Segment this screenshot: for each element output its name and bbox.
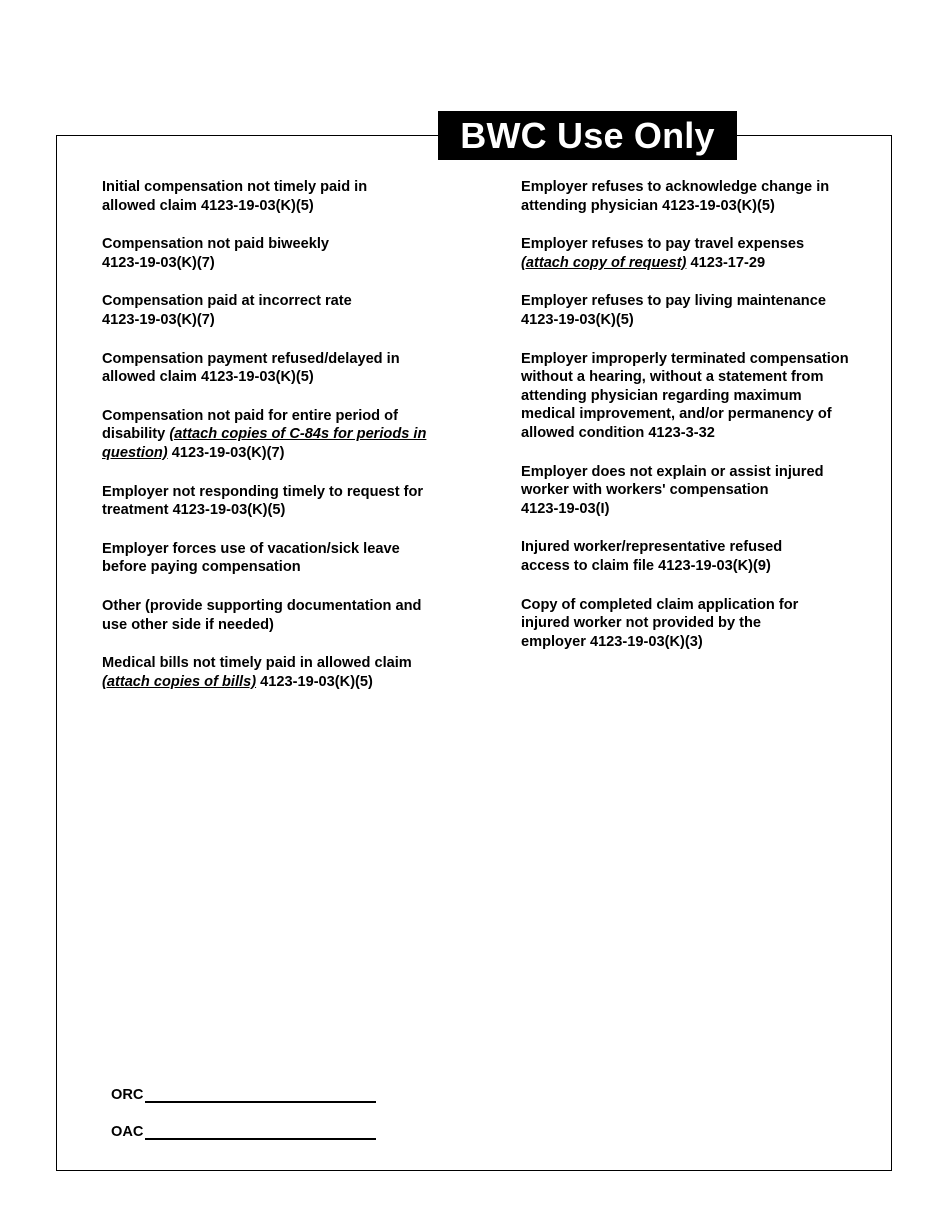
list-item: Employer does not explain or assist injured worker with workers' compensation 4123-19-03(I) [521, 463, 824, 517]
list-item: Copy of completed claim application for injured worker not provided by the employer 4123-19-03(K)(3) [521, 596, 799, 650]
list-item: Employer improperly terminated compensation without a hearing, without a statement from attending physician regarding maximum medical improvement, and/or permanency of allowed condition 4123-3-32 [521, 350, 849, 441]
list-item: Other (provide supporting documentation and use other side if needed) [102, 597, 422, 633]
right-column [521, 178, 866, 671]
oac-label: OAC [111, 1124, 144, 1140]
list-item: Medical bills not timely paid in allowed claim (attach copies of bills) 4123-19-03(K)(5) [102, 655, 412, 690]
list-item: Employer refuses to pay travel expenses (attach copy of request) 4123-17-29 [521, 236, 805, 271]
oac-field [111, 1124, 376, 1140]
orc-label: ORC [111, 1087, 144, 1103]
list-item: Employer refuses to acknowledge change in attending physician 4123-19-03(K)(5) [521, 179, 830, 214]
orc-field [111, 1087, 376, 1103]
list-item: Injured worker/representative refused access to claim file 4123-19-03(K)(9) [521, 539, 783, 574]
list-item: Employer forces use of vacation/sick leave before paying compensation [102, 540, 400, 576]
oac-input-line[interactable] [145, 1124, 376, 1140]
list-item: Initial compensation not timely paid in allowed claim 4123-19-03(K)(5) [102, 179, 368, 214]
list-item: Compensation not paid biweekly 4123-19-03(K)(7) [102, 236, 330, 271]
orc-input-line[interactable] [145, 1087, 376, 1103]
left-column [102, 178, 447, 711]
list-item: Compensation not paid for entire period of disability (attach copies of C-84s for periods in question) 4123-19-03(K)(7) [102, 407, 427, 461]
list-item: Employer not responding timely to request for treatment 4123-19-03(K)(5) [102, 483, 424, 519]
list-item: Compensation paid at incorrect rate 4123-19-03(K)(7) [102, 293, 352, 328]
banner-title: BWC Use Only [438, 111, 737, 160]
list-item: Compensation payment refused/delayed in allowed claim 4123-19-03(K)(5) [102, 350, 400, 386]
list-item: Employer refuses to pay living maintenance 4123-19-03(K)(5) [521, 293, 826, 328]
